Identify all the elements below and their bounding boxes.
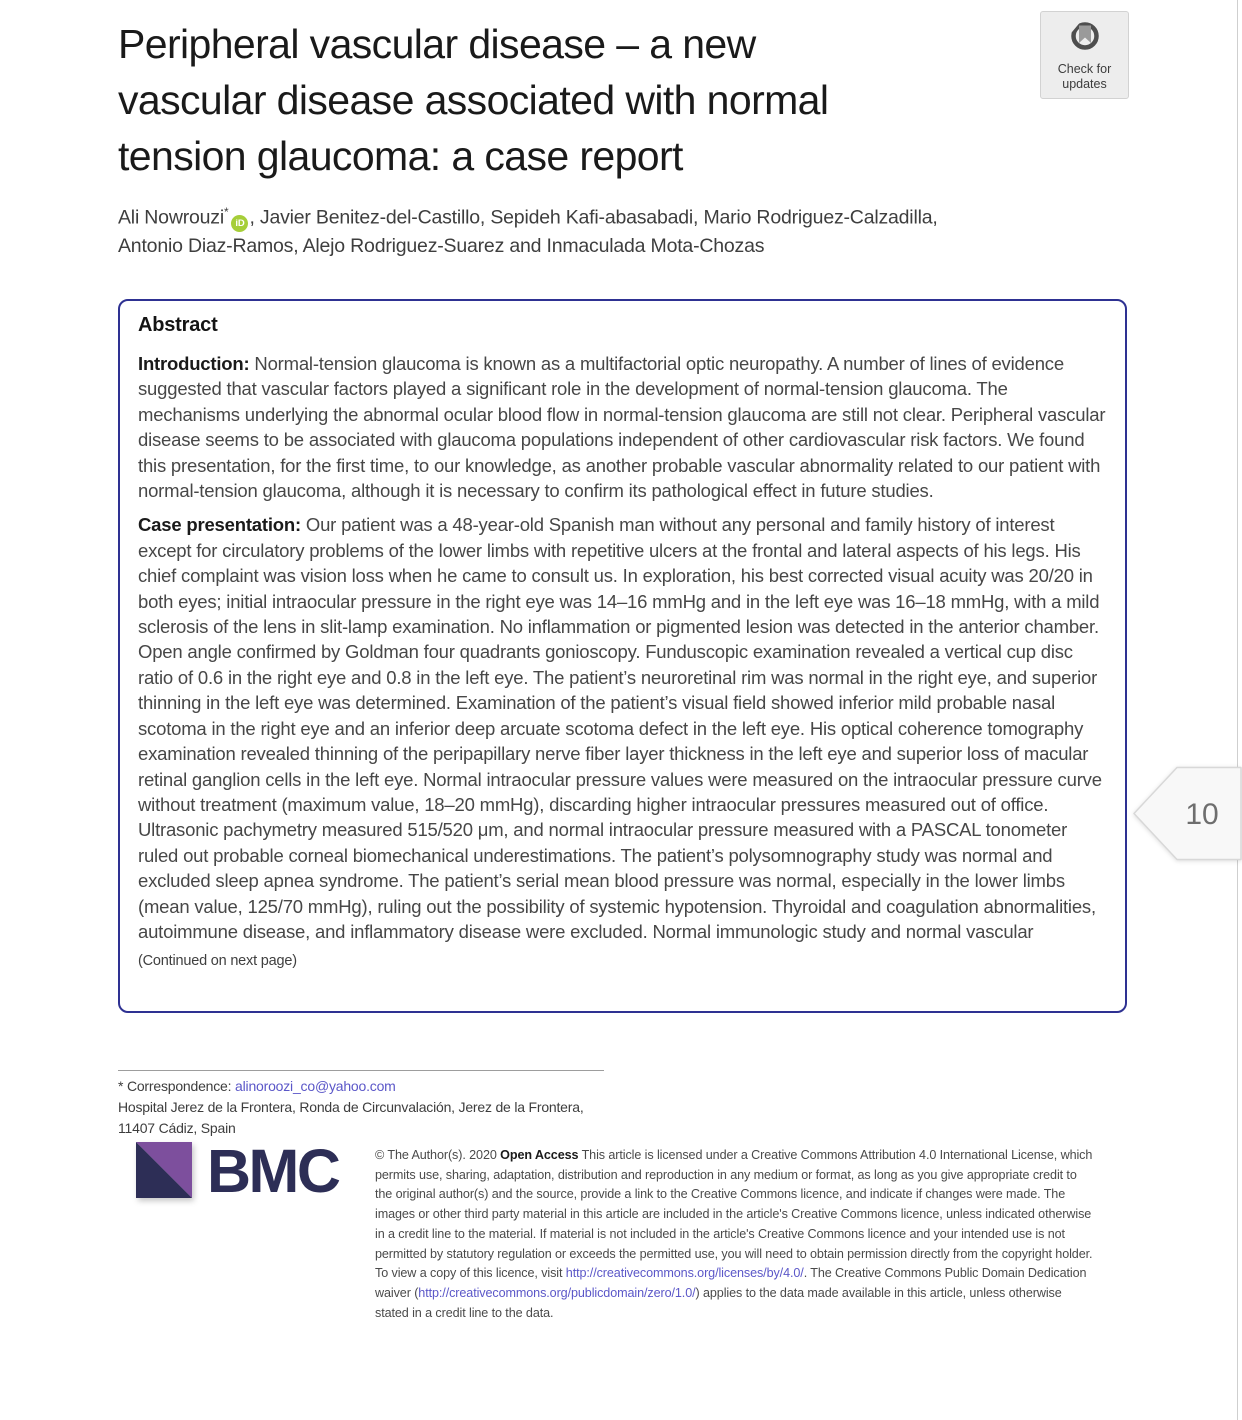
abstract-box bbox=[118, 299, 1127, 1013]
author-list-line2: Antonio Diaz-Ramos, Alejo Rodriguez-Suarez and Inmaculada Mota-Chozas bbox=[118, 235, 765, 257]
title-line-3: tension glaucoma: a case report bbox=[118, 133, 683, 179]
author-list bbox=[118, 198, 1133, 260]
article-title bbox=[118, 16, 988, 184]
crossmark-circle-bookmark-icon bbox=[1064, 19, 1106, 59]
check-for-updates-badge[interactable] bbox=[1040, 11, 1129, 99]
continued-on-next-page-note: (Continued on next page) bbox=[138, 953, 297, 970]
correspondence-block bbox=[118, 1076, 698, 1139]
cc-zero-waiver-link[interactable]: http://creativecommons.org/publicdomain/zero/1.0/ bbox=[418, 1285, 696, 1300]
cc-by-licence-link[interactable]: http://creativecommons.org/licenses/by/4.0/ bbox=[565, 1266, 804, 1281]
abstract-case-presentation-paragraph: Case presentation: Our patient was a 48-year-old Spanish man without any personal and family history of interest except for circulatory problems of the lower limbs with repetitive ulcers at the frontal and lateral aspects of his legs. His chief complaint was vision loss when he came to consult us. In exploration, his best corrected visual acuity was 20/20 in both eyes; initial intraocular pressure in the right eye was 14–16 mmHg and in the left eye was 16–18 mmHg, with a mild sclerosis of the lens in slit-lamp examination. No inflammation or pigmented lesion was detected in the anterior chamber. Open angle confirmed by Goldman four quadrants gonioscopy. Funduscopic examination revealed a vertical cup disc ratio of 0.6 in the right eye and 0.8 in the left eye. The patient’s neuroretinal rim was normal in the right eye, and superior thinning in the left eye was determined. Examination of the patient’s visual field showed inferior mild probable nasal scotoma in the right eye and an inferior deep arcuate scotoma defect in the left eye. His optical coherence tomography examination revealed thinning of the peripapillary nerve fiber layer thickness in the left eye and superior loss of macular retinal ganglion cells in the left eye. Normal intraocular pressure values were measured on the intraocular pressure curve without treatment (maximum value, 18–20 mmHg), discarding higher intraocular pressures measured out of office. Ultrasonic pachymetry measured 515/520 μm, and normal intraocular pressure measured with a PASCAL tonometer ruled out probable corneal biomechanical underestimations. The patient’s polysomnography study was normal and excluded sleep apnea syndrome. The patient’s serial mean blood pressure was normal, especially in the lower limbs (mean value, 125/70 mmHg), ruling out the possibility of systemic hypotension. Thyroidal and coagulation abnormalities, autoimmune disease, and inflammatory disease were excluded. Normal immunologic study and normal vascular bbox=[138, 514, 1102, 942]
correspondence-email-link[interactable]: alinoroozi_co@yahoo.com bbox=[235, 1078, 396, 1094]
correspondence-line bbox=[118, 1076, 698, 1097]
abstract-heading: Abstract bbox=[138, 314, 218, 336]
correspondence-divider bbox=[118, 1070, 604, 1071]
orcid-icon[interactable]: iD bbox=[231, 215, 248, 232]
page-number-tab bbox=[1132, 766, 1242, 861]
bmc-logo-text: BMC bbox=[207, 1137, 339, 1205]
author-first: Ali Nowrouzi bbox=[118, 206, 224, 229]
correspondence-address-line2: 11407 Cádiz, Spain bbox=[118, 1120, 236, 1136]
check-for-updates-label: Check for updates bbox=[1057, 62, 1112, 91]
copyright-notice: © The Author(s). 2020 Open Access This article is licensed under a Creative Commons Attribution 4.0 International License, which permits use, sharing, adaptation, distribution and reproduction in any medium or format, as long as you give appropriate credit to the original author(s) and the source, provide a link to the Creative Commons licence, and indicate if changes were made. The images or other third party material in this article are included in the article's Creative Commons licence, unless indicated otherwise in a credit line to the material. If material is not included in the article's Creative Commons licence and your intended use is not permitted by statutory regulation or exceeds the permitted use, you will need to obtain permission directly from the copyright holder. To view a copy of this licence, visit http://creativecommons.org/licenses/by/4.0/. The Creative Commons Public Domain Dedication waiver (http://creativecommons.org/publicdomain/zero/1.0/) applies to the data made available in this article, unless otherwise stated in a credit line to the data. bbox=[375, 1148, 1093, 1320]
abstract-introduction-paragraph: Introduction: Normal-tension glaucoma is known as a multifactorial optic neuropathy. A number of lines of evidence suggested that vascular factors played a significant role in the development of normal-tension glaucoma. The mechanisms underlying the abnormal ocular blood flow in normal-tension glaucoma are still not clear. Peripheral vascular disease seems to be associated with glaucoma populations independent of other cardiovascular risk factors. We found this presentation, for the first time, to our knowledge, as another probable vascular abnormality related to our patient with normal-tension glaucoma, although it is necessary to confirm its pathological effect in future studies. bbox=[138, 353, 1106, 502]
bmc-logo bbox=[135, 1137, 339, 1205]
author-list-line1: , Javier Benitez-del-Castillo, Sepideh Kafi-abasabadi, Mario Rodriguez-Calzadilla, bbox=[249, 206, 938, 229]
page-right-edge bbox=[1237, 0, 1238, 1420]
page-number: 10 bbox=[1185, 798, 1219, 831]
title-line-1: Peripheral vascular disease – a new bbox=[118, 21, 756, 67]
correspondence-label: * Correspondence: bbox=[118, 1078, 232, 1094]
correspondence-address-line1: Hospital Jerez de la Frontera, Ronda de Circunvalación, Jerez de la Frontera, bbox=[118, 1099, 584, 1115]
title-line-2: vascular disease associated with normal bbox=[118, 77, 829, 123]
corresponding-author-asterisk: * bbox=[223, 205, 229, 219]
bmc-logo-mark-icon bbox=[135, 1141, 193, 1199]
